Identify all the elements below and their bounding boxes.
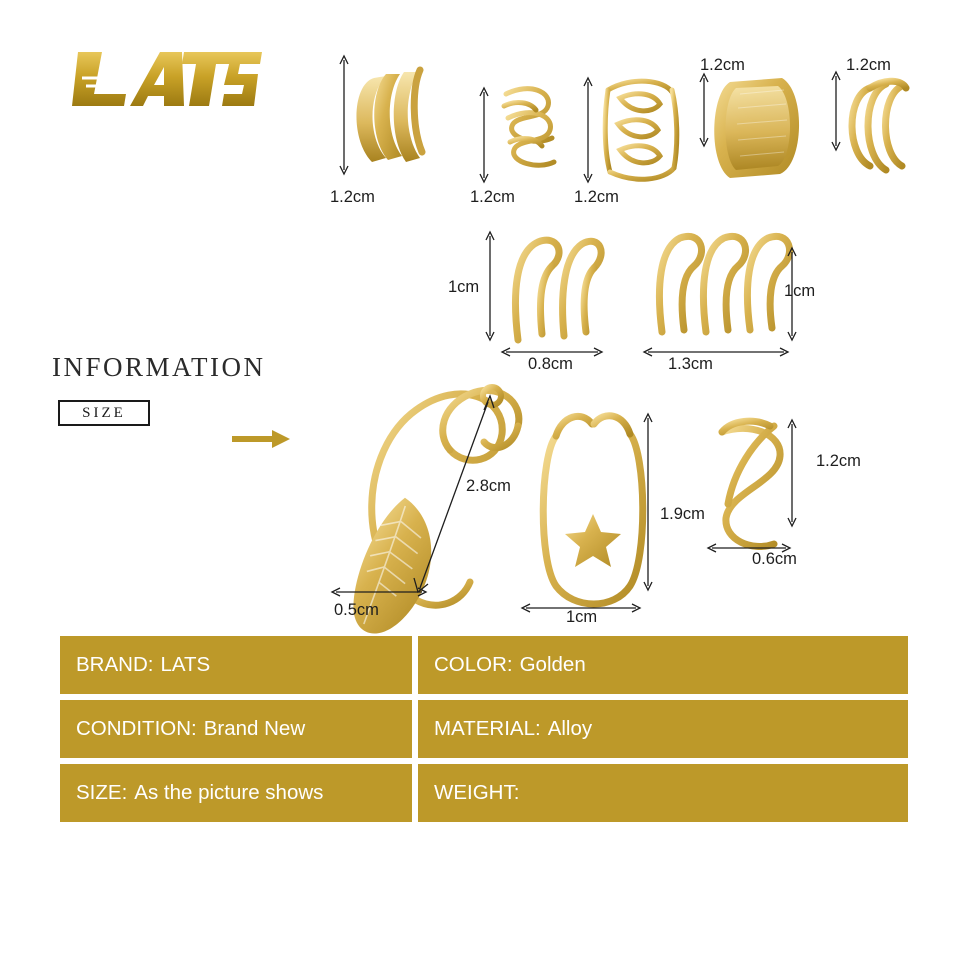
dim-cuff5-height: 1.2cm [846,56,891,74]
spec-key-color: COLOR: [434,653,513,676]
spec-value-color: Golden [519,653,586,676]
spec-value-brand: LATS [160,653,211,676]
spec-value-material: Alloy [547,717,593,740]
table-row [60,764,908,822]
table-row [60,700,908,758]
size-badge: SIZE [58,400,150,426]
spec-cell-condition [60,700,412,758]
spec-key-weight: WEIGHT: [434,781,520,804]
spec-key-condition: CONDITION: [76,717,197,740]
dim-leaf-drop-length: 2.8cm [466,477,511,495]
dim-cuff2-height: 1.2cm [470,188,515,206]
dim-star-height: 1.9cm [660,505,705,523]
dim-wrap2-height: 1cm [784,282,816,300]
spec-cell-brand [60,636,412,694]
dim-wrap1-width: 0.8cm [528,355,573,373]
spec-key-material: MATERIAL: [434,717,541,740]
spec-cell-weight [418,764,908,822]
dim-wrap1-height: 1cm [448,278,480,296]
dim-cross-height: 1.2cm [816,452,861,470]
spec-cell-color [418,636,908,694]
spec-cell-size [60,764,412,822]
spec-value-size: As the picture shows [134,781,324,804]
spec-cell-material [418,700,908,758]
right-arrow-icon [232,428,292,450]
dim-cuff3-height: 1.2cm [574,188,619,206]
dim-cuff1-height: 1.2cm [330,188,375,206]
dim-cuff4-height: 1.2cm [700,56,745,74]
brand-logo [72,48,262,110]
information-heading: INFORMATION [52,352,266,382]
dim-cross-width: 0.6cm [752,550,797,568]
table-row [60,636,908,694]
spec-key-size: SIZE: [76,781,128,804]
dim-star-width: 1cm [566,608,598,626]
product-size-diagram [300,30,940,640]
dim-wrap2-width: 1.3cm [668,355,713,373]
dim-leaf-drop-width: 0.5cm [334,601,379,619]
spec-key-brand: BRAND: [76,653,154,676]
spec-table [60,636,908,828]
spec-value-condition: Brand New [203,717,306,740]
